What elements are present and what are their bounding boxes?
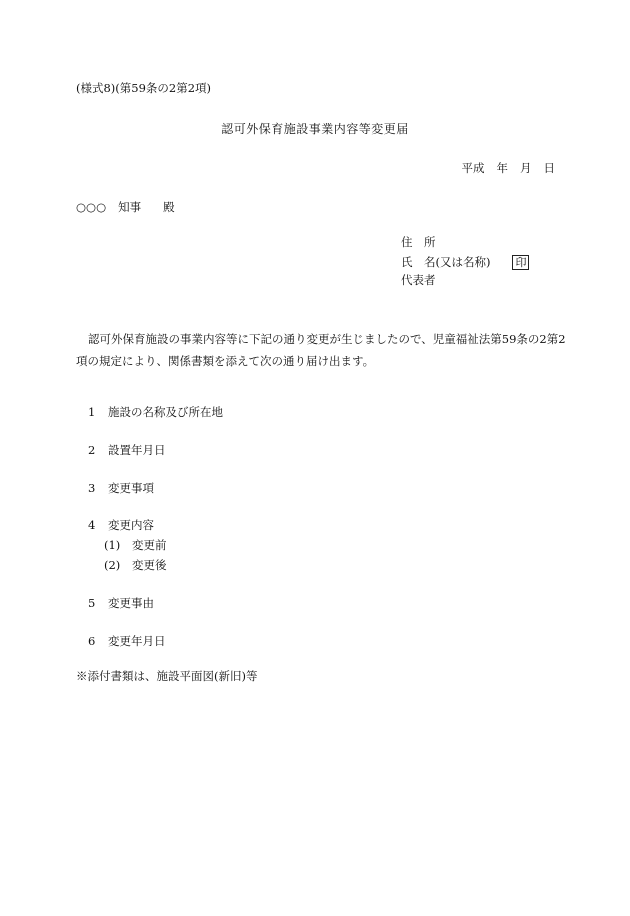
seal-mark: 印 <box>512 255 529 270</box>
item-number: 6 <box>88 634 96 648</box>
item-label: 変更内容 <box>108 518 154 532</box>
addressee-honorific: 殿 <box>163 200 175 214</box>
item-label: 設置年月日 <box>108 443 166 457</box>
item-label: 変更事由 <box>108 596 154 610</box>
form-number: (様式8)(第59条の2第2項) <box>76 81 212 95</box>
item-number: 3 <box>88 481 96 495</box>
addressee-role: 知事 <box>118 200 142 214</box>
date-month: 月 <box>520 161 532 175</box>
item-number: 1 <box>88 405 96 419</box>
item-number: 5 <box>88 596 96 610</box>
item-number: 4 <box>88 518 96 532</box>
representative-label: 代表者 <box>401 273 436 287</box>
sub-item-number: (1) <box>104 538 121 552</box>
list-item-6 <box>88 635 166 649</box>
date-line <box>450 162 556 176</box>
applicant-block <box>401 236 529 293</box>
date-era: 平成 <box>461 161 485 175</box>
name-label: 氏 名(又は名称) <box>401 255 491 269</box>
sub-item-2 <box>104 559 167 573</box>
sub-item-label: 変更前 <box>132 538 167 552</box>
date-year: 年 <box>496 161 508 175</box>
name-row <box>401 255 529 274</box>
addressee-placeholder: ○○○ <box>76 200 107 214</box>
list-item-3 <box>88 482 154 496</box>
list-item-4 <box>88 519 154 533</box>
list-item-2 <box>88 444 166 458</box>
item-number: 2 <box>88 443 96 457</box>
address-row <box>401 236 529 255</box>
address-label: 住 所 <box>401 235 436 249</box>
document-title: 認可外保育施設事業内容等変更届 <box>221 122 409 136</box>
item-label: 施設の名称及び所在地 <box>108 405 223 419</box>
attachment-note: ※添付書類は、施設平面図(新旧)等 <box>76 669 258 683</box>
item-label: 変更年月日 <box>108 634 166 648</box>
sub-item-label: 変更後 <box>132 558 167 572</box>
list-item-1 <box>88 406 223 420</box>
sub-item-1 <box>104 539 167 553</box>
addressee <box>76 201 175 215</box>
item-label: 変更事項 <box>108 481 154 495</box>
representative-row <box>401 274 529 293</box>
date-day: 日 <box>543 161 555 175</box>
body-paragraph: 認可外保育施設の事業内容等に下記の通り変更が生じましたので、児童福祉法第59条の2第2項の規定により、関係書類を添えて次の通り届け出ます。 <box>76 332 566 368</box>
sub-item-number: (2) <box>104 558 121 572</box>
list-item-5 <box>88 597 154 611</box>
